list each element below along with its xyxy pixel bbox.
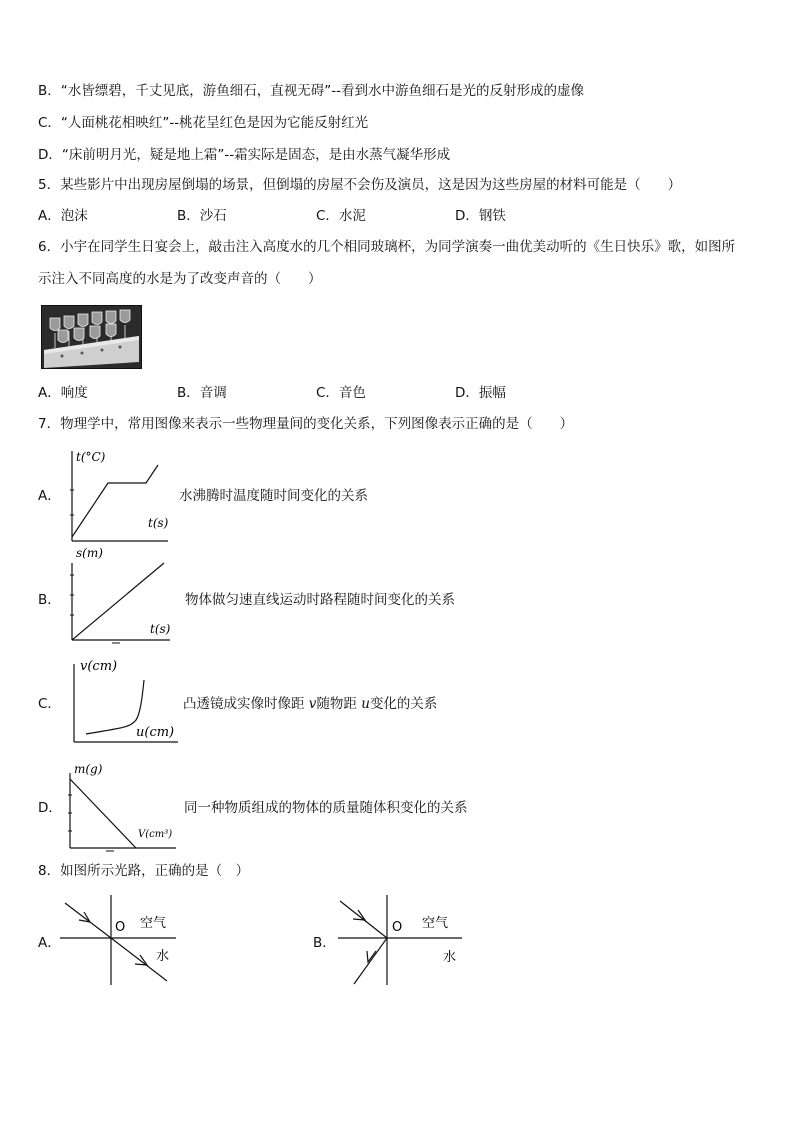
water-label: 水 bbox=[443, 950, 457, 965]
x-axis-label: t(s) bbox=[148, 516, 169, 530]
q6-option-b: B．音调 bbox=[177, 385, 227, 401]
q7-option-d-desc: 同一种物质组成的物体的质量随体积变化的关系 bbox=[184, 800, 468, 816]
q6-option-a: A．响度 bbox=[38, 385, 88, 401]
y-axis-label: t(°C) bbox=[76, 450, 106, 464]
q7-option-b-desc: 物体做匀速直线运动时路程随时间变化的关系 bbox=[185, 592, 455, 608]
air-label: 空气 bbox=[140, 916, 167, 931]
q5-option-b: B．沙石 bbox=[177, 208, 227, 224]
light-path-b bbox=[338, 895, 468, 990]
refracted-arrow bbox=[135, 955, 147, 965]
glasses-photo-illustration bbox=[42, 306, 141, 368]
mass-line bbox=[70, 779, 136, 848]
y-axis-label: m(g) bbox=[74, 762, 103, 776]
graph-mass-volume bbox=[60, 755, 185, 855]
y-axis-label: s(m) bbox=[76, 546, 103, 560]
y-axis-label: v(cm) bbox=[80, 659, 118, 674]
q7-option-d-label: D． bbox=[38, 800, 62, 816]
q6-stem-line1: 6．小宇在同学生日宴会上，敲击注入高度水的几个相同玻璃杯，为同学演奏一曲优美动听的《生日快乐》歌，如图所 bbox=[38, 239, 736, 255]
q7-option-c-desc: 凸透镜成实像时像距 v随物距 u变化的关系 bbox=[183, 696, 438, 712]
q6-option-d: D．振幅 bbox=[455, 385, 506, 401]
graph-boiling-temperature bbox=[60, 445, 180, 545]
point-o: O bbox=[392, 920, 403, 935]
q5-option-d: D．钢铁 bbox=[455, 208, 506, 224]
q6-option-c: C．音色 bbox=[316, 385, 366, 401]
graph-uniform-motion bbox=[60, 545, 180, 645]
x-axis-label: t(s) bbox=[150, 622, 171, 636]
q8-stem: 8．如图所示光路，正确的是（ ） bbox=[38, 863, 250, 879]
glasses-photo bbox=[41, 305, 142, 369]
q7-option-c-label: C． bbox=[38, 696, 61, 712]
x-axis-label: u(cm) bbox=[136, 725, 175, 740]
q4-option-d: D．“床前明月光，疑是地上霜”--霜实际是固态，是由水蒸气凝华形成 bbox=[38, 147, 451, 163]
q7-stem: 7．物理学中，常用图像来表示一些物理量间的变化关系，下列图像表示正确的是（ ） bbox=[38, 416, 574, 432]
q7-option-a-label: A． bbox=[38, 488, 61, 504]
q4-option-c: C．“人面桃花相映红”--桃花呈红色是因为它能反射红光 bbox=[38, 115, 369, 131]
u-symbol: u bbox=[361, 696, 370, 712]
q7-option-a-desc: 水沸腾时温度随时间变化的关系 bbox=[179, 488, 368, 504]
air-label: 空气 bbox=[422, 916, 449, 931]
q5-option-c: C．水泥 bbox=[316, 208, 366, 224]
graph-convex-lens bbox=[60, 650, 185, 750]
incident-arrow bbox=[353, 910, 365, 920]
x-axis-label: V(cm³) bbox=[138, 829, 173, 840]
incident-ray bbox=[65, 903, 111, 938]
q7-option-b-label: B． bbox=[38, 592, 61, 608]
light-path-a bbox=[60, 895, 190, 990]
q5-stem: 5．某些影片中出现房屋倒塌的场景，但倒塌的房屋不会伤及演员，这是因为这些房屋的材料可能是（ ） bbox=[38, 177, 682, 193]
q5-option-a: A．泡沫 bbox=[38, 208, 88, 224]
q6-stem-line2: 示注入不同高度的水是为了改变声音的（ ） bbox=[38, 271, 322, 287]
q8-option-b-label: B． bbox=[313, 935, 336, 951]
q8-option-a-label: A． bbox=[38, 935, 61, 951]
temperature-curve bbox=[72, 465, 158, 537]
water-label: 水 bbox=[156, 949, 170, 964]
v-symbol: v bbox=[308, 696, 317, 712]
q4-option-b: B．“水皆缥碧，千丈见底，游鱼细石，直视无碍”--看到水中游鱼细石是光的反射形成的虚像 bbox=[38, 83, 584, 99]
refracted-ray bbox=[354, 938, 387, 984]
point-o: O bbox=[115, 920, 126, 935]
